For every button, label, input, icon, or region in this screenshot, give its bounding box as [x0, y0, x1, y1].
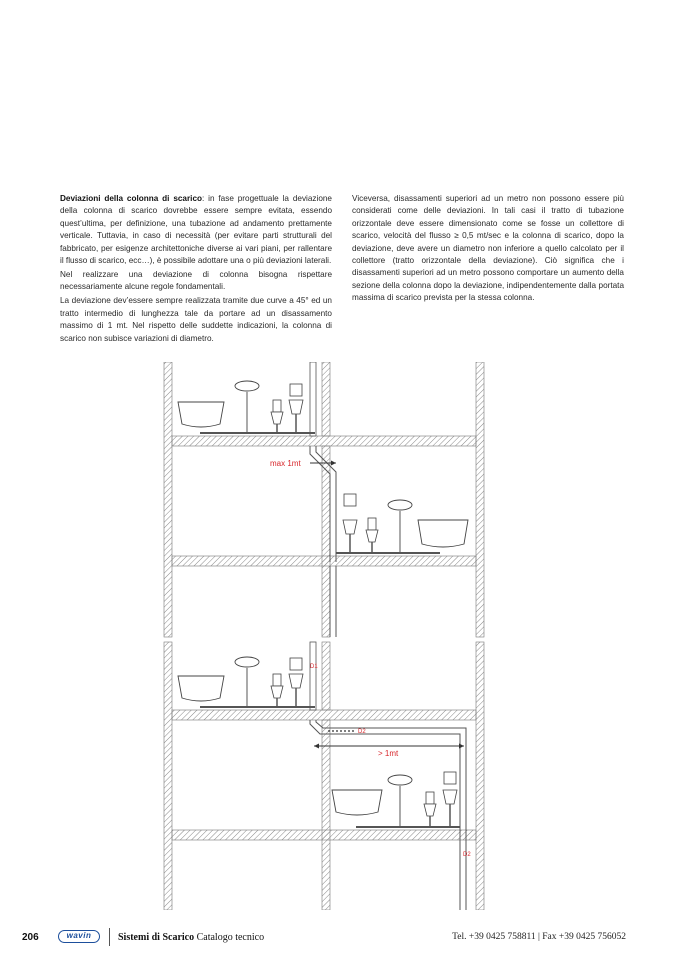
diagram-bottom: [164, 642, 484, 910]
bathtub-icon-4: [332, 790, 382, 815]
toilet-icon-4: [443, 790, 457, 804]
bidet-icon-2: [368, 518, 376, 530]
wall-center-lower: [322, 446, 330, 637]
contact-info: Tel. +39 0425 758811 | Fax +39 0425 756052: [452, 932, 626, 942]
toilet-cistern-icon-3: [290, 658, 302, 670]
bidet-icon-3: [273, 674, 281, 686]
slab-1: [172, 436, 476, 446]
label-d2-lower: D2: [463, 852, 471, 858]
slab-3: [172, 710, 476, 720]
wall-center-bottom-lower: [322, 720, 330, 910]
toilet-icon-2: [343, 520, 357, 534]
catalog-title-rest: Catalogo tecnico: [194, 932, 265, 943]
text-column-right: [352, 193, 624, 306]
paragraph-3: La deviazione dev’essere sempre realizzata tramite due curve a 45° ed un tratto intermedio di lunghezza tale da portare ad un disassamento massimo di 1 mt. Nel rispetto delle suddette indicazioni, la colonna di scarico non subisce variazioni di diametro.: [60, 296, 332, 343]
page-footer: [0, 926, 678, 950]
toilet-cistern-icon-4: [444, 772, 456, 784]
wall-right-bottom: [476, 642, 484, 910]
label-greater-1mt: > 1mt: [378, 749, 399, 758]
section-heading: Deviazioni della colonna di scarico: [60, 194, 202, 203]
wall-center-upper: [322, 362, 330, 436]
footer-divider: [109, 928, 110, 946]
slab-2: [172, 556, 476, 566]
paragraph-4: Viceversa, disassamenti superiori ad un metro non possono essere più considerati come delle deviazioni. In tali casi il tratto di tubazione orizzontale deve essere dimensionato come se fosse un collettore di scarico, velocità del flusso ≥ 0,5 mt/sec e la colonna di scarico, dopo la deviazione, deve avere un diametro non inferiore a quello calcolato per il collettore (tratto orizzontale della deviazione). Ciò significa che i disassamenti superiori ad un metro possono comportare un aumento della sezione della colonna dopo la deviazione, indipendentemente dalla portata massima di scarico prevista per la stessa colonna.: [352, 194, 624, 303]
diagram-svg: [160, 362, 500, 910]
washbasin-icon-4: [388, 775, 412, 785]
toilet-icon-3: [289, 674, 303, 688]
wavin-logo: wavin: [58, 930, 100, 943]
label-d1: D1: [310, 664, 318, 670]
toilet-cistern-icon: [290, 384, 302, 396]
toilet-icon: [289, 400, 303, 414]
catalog-title: [118, 932, 264, 943]
wall-center-bottom-upper: [322, 642, 330, 710]
washbasin-icon-2: [388, 500, 412, 510]
bathtub-icon-3: [178, 676, 224, 701]
label-max-1mt: max 1mt: [270, 459, 301, 468]
toilet-cistern-icon-2: [344, 494, 356, 506]
bidet-icon-4: [426, 792, 434, 804]
catalog-title-bold: Sistemi di Scarico: [118, 932, 195, 943]
pipe-deviation-diagram: [160, 362, 500, 910]
washbasin-icon: [235, 381, 259, 391]
wall-left-bottom: [164, 642, 172, 910]
washbasin-icon-3: [235, 657, 259, 667]
paragraph-intro: [60, 193, 332, 267]
text-column-left: [60, 193, 332, 347]
wall-right-top: [476, 362, 484, 637]
label-d2: D2: [358, 729, 366, 735]
paragraph-2: Nel realizzare una deviazione di colonna bisogna rispettare necessariamente alcune regole fondamentali.: [60, 270, 332, 292]
bathtub-icon: [178, 402, 224, 427]
page-number: 206: [22, 932, 39, 943]
diagram-top: [164, 362, 484, 637]
vent-pipe-bottom: [310, 642, 316, 710]
wall-left-top: [164, 362, 172, 637]
vent-pipe-top: [310, 362, 316, 436]
slab-4: [172, 830, 476, 840]
paragraph-1-text: : in fase progettuale la deviazione della colonna di scarico dovrebbe essere sempre evitata, essendo quest’ultima, per definizione, una tubazione ad andamento prettamente verticale. Tuttavia, in caso di necessità (per evitare parti strutturali del fabbricato, per esigenze architettoniche diverse ai vari piani, per rallentare il flusso di scarico, ecc…), è possibile adottare una o più deviazioni laterali.: [60, 194, 332, 266]
bidet-icon: [273, 400, 281, 412]
bathtub-icon-2: [418, 520, 468, 547]
